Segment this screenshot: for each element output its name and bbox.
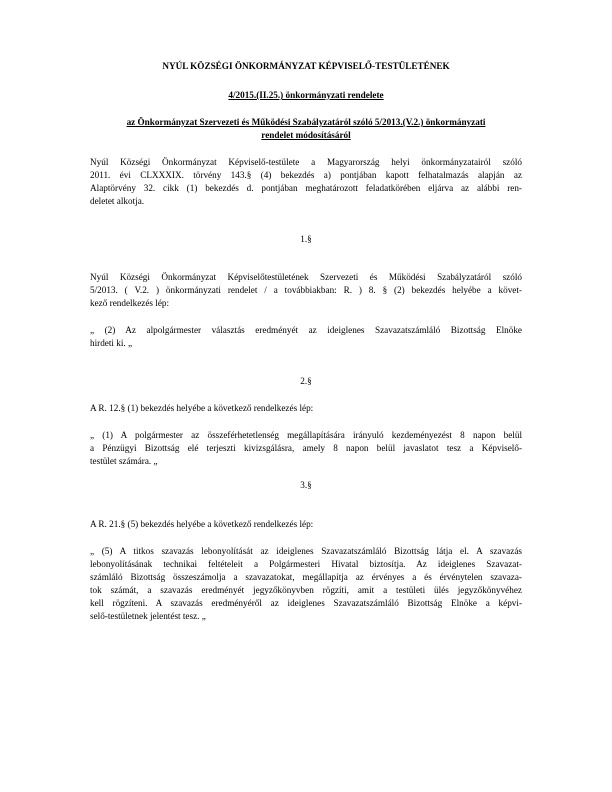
section-quote-line: „ (1) A polgármester az összeférhetetlenség megállapítására irányuló kezdeményezést 8 napon belül	[90, 430, 522, 440]
section-intro-line: A R. 21.§ (5) bekezdés helyébe a következő rendelkezés lép:	[90, 519, 314, 529]
decree-subject-line-2: rendelet módosításáról	[261, 130, 351, 140]
section-quote-line: testület számára. „	[90, 456, 158, 466]
section-number: 2.§	[300, 376, 312, 386]
section-quote-line: lebonyolításának technikai feltételeit a Polgármesteri Hivatal biztosítja. Az ideiglenes Szavazat-	[90, 559, 522, 569]
section-number: 1.§	[300, 234, 312, 244]
section-intro-line: Nyúl Községi Önkormányzat Képviselőtestületének Szervezeti és Működési Szabályzatáról szóló	[90, 272, 522, 282]
section-quote-line: tok számát, a szavazás eredményét jegyzőkönyvben rögzíti, amit a testületi ülés jegyzőkönyvéhez	[90, 585, 522, 595]
section-quote-line: „ (5) A titkos szavazás lebonyolítását az ideiglenes Szavazatszámláló Bizottság látja el. A szavazás	[90, 546, 522, 556]
section-intro-line: A R. 12.§ (1) bekezdés helyébe a következő rendelkezés lép:	[90, 403, 314, 413]
decree-subject-line-1: az Önkormányzat Szervezeti és Működési Szabályzatáról szóló 5/2013.(V.2.) önkormányzati	[126, 117, 486, 127]
preamble-line: 2011. évi CLXXXIX. törvény 143.§ (4) bekezdés a) pontjában kapott felhatalmazás alapján az	[90, 170, 522, 180]
document-title: NYÚL KÖZSÉGI ÖNKORMÁNYZAT KÉPVISELŐ-TESTÜLETÉNEK	[162, 61, 450, 71]
section-quote-line: hirdeti ki. „	[90, 338, 133, 348]
preamble-line: deletet alkotja.	[90, 196, 145, 206]
section-quote-line: a Pénzügyi Bizottság elé terjeszti kivizsgálásra, amely 8 napon belül javaslatot tesz a Képviselő-	[90, 443, 522, 453]
section-intro-line: kező rendelkezés lép:	[90, 298, 170, 308]
section-intro-line: 5/2013. ( V.2. ) önkormányzati rendelet / a továbbiakban: R. ) 8. § (2) bekezdés helyébe a követ-	[90, 285, 522, 295]
preamble-line: Nyúl Községi Önkormányzat Képviselő-testülete a Magyarország helyi önkormányzatairól szóló	[90, 157, 522, 167]
section-quote-line: kell rögzíteni. A szavazás eredményéről az ideiglenes Szavazatszámláló Bizottság Elnöke a képvi-	[90, 598, 522, 608]
section-quote-line: „ (2) Az alpolgármester választás eredményét az ideiglenes Szavazatszámláló Bizottság Elnöke	[90, 325, 522, 335]
decree-number: 4/2015.(II.25.) önkormányzati rendelete	[228, 90, 384, 100]
preamble-line: Alaptörvény 32. cikk (1) bekezdés d. pontjában meghatározott feladatkörében eljárva az alábbi ren-	[90, 183, 522, 193]
section-quote-line: számláló Bizottság összeszámolja a szavazatokat, megállapítja az érvényes a és érvénytelen szavaza-	[90, 572, 522, 582]
section-quote-line: selő-testületnek jelentést tesz. „	[90, 611, 206, 621]
section-number: 3.§	[300, 480, 312, 490]
